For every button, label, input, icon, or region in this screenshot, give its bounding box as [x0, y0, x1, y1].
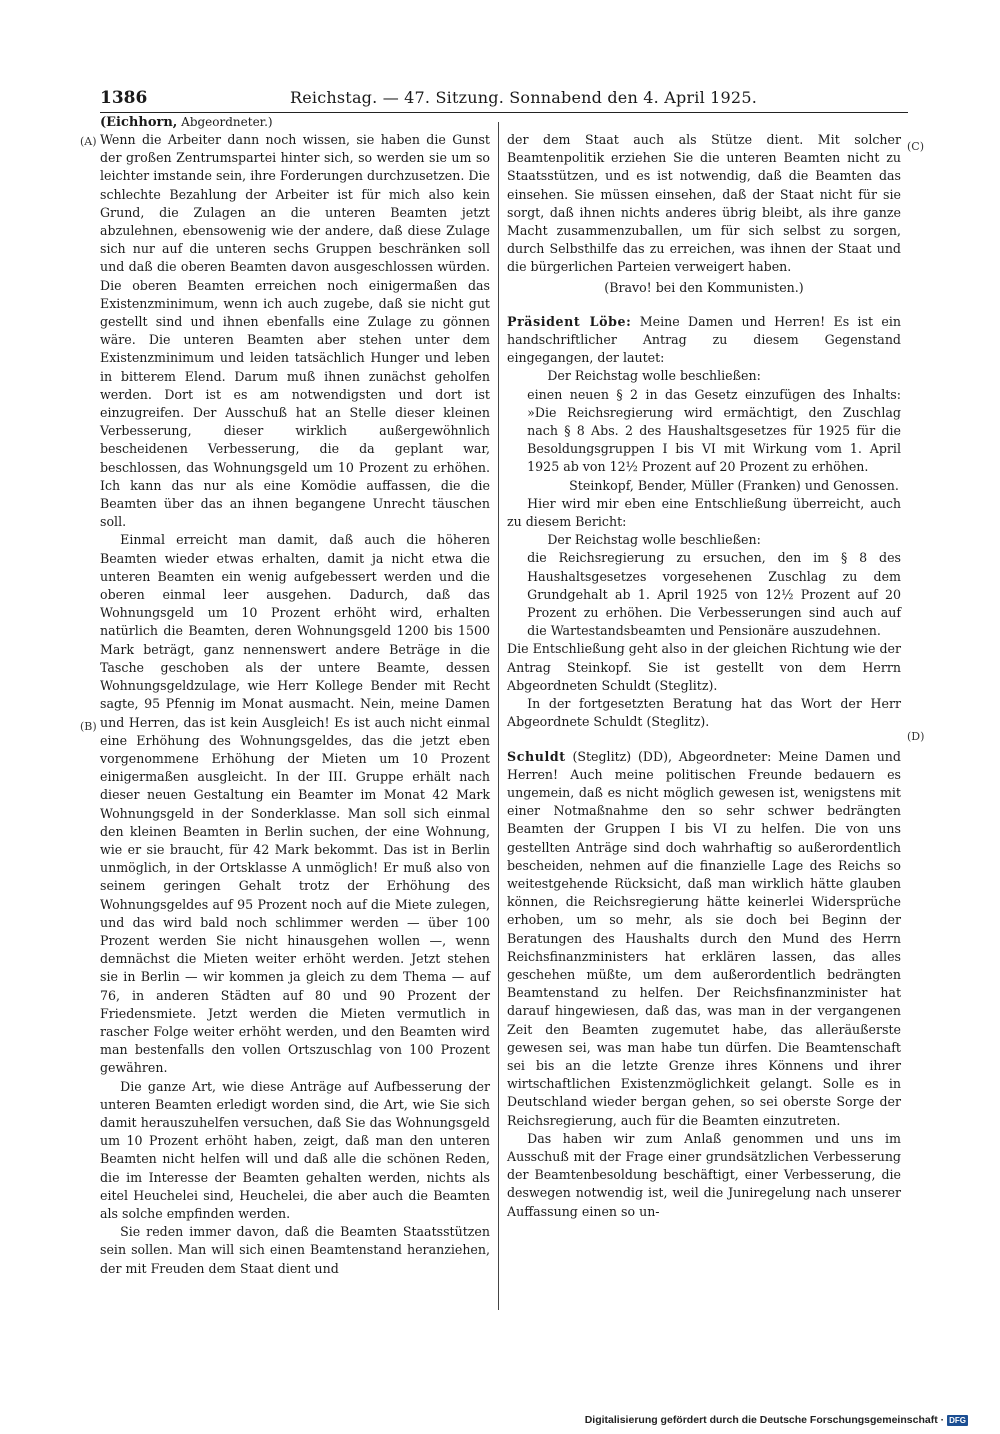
running-header: [100, 88, 908, 113]
footer-credit: [585, 1414, 968, 1426]
paragraph: Einmal erreicht man damit, daß auch die höheren Beamten wieder etwas erhalten, damit ja nicht etwa die unteren Beamten ein wenig aufgebessert werden und die oberen einmal leer ausgehen. Dadurch, daß das Wohnungsgeld um 10 Prozent erhöht wird, erhalten natürlich die Beamten, deren Wohnungsgeld 1200 bis 1500 Mark beträgt, ganz nennenswert andere Beträge in die Tasche geschoben als der untere Beamte, dessen Wohnungsgeldzulage, wie Herr Kollege Bender mit Recht sagte, 95 Pfennig im Monat ausmacht. Nein, meine Damen und Herren, das ist kein Ausgleich! Es ist auch nicht einmal eine Erhöhung des Wohnungsgeldes, das die jetzt eben vorgenommene Erhöhung der Mieten um 10 Prozent einigermaßen ausgleicht. In der III. Gruppe erhält nach dieser neuen Gestaltung ein Beamter im Monat 42 Mark Wohnungsgeld in der Sonderklasse. Man soll sich einmal den kleinen Beamten in Berlin suchen, der eine Wohnung, wie er sie braucht, für 42 Mark bekommt. Das ist in Berlin unmöglich, in der Ortsklasse A unmöglich! Er muß also von seinem geringen Gehalt trotz der Erhöhung des Wohnungsgeldes auf 95 Prozent noch auf die Miete zulegen, und das wird bald noch schlimmer werden — über 100 Prozent werden Sie nicht hinausgehen wollen —, wenn demnächst die Mieten weiter erhöht werden. Jetzt stehen sie in Berlin — wir kommen ja gleich zu dem Thema — auf 76, in anderen Städten auf 80 und 90 Prozent der Friedensmiete. Jetzt werden die Mieten vermutlich in rascher Folge weiter erhöht werden, und den Beamten wird man bestenfalls den vollen Ortszuschlag von 100 Prozent gewähren.: [100, 532, 490, 1076]
paragraph: Das haben wir zum Anlaß genommen und uns im Ausschuß mit der Frage einer grundsätzlichen Verbesserung der Beamtenbesoldung beschäftigt, einer Verbesserung, die deswegen notwendig ist, weil die Juniregelung nach unserer Auffassung einen so un-: [507, 1130, 901, 1219]
motion-body: einen neuen § 2 in das Gesetz einzufügen des Inhalts: »Die Reichsregierung wird ermächtigt, den Zuschlag nach § 8 Abs. 2 des Haushaltsgesetzes für 1925 für die Besoldungsgruppen I bis VI mit Wirkung vom 1. April 1925 ab von 12½ Prozent auf 20 Prozent zu erhöhen.: [527, 386, 901, 475]
margin-marker-b: (B): [80, 720, 97, 733]
paragraph: Die ganze Art, wie diese Anträge auf Aufbesserung der unteren Beamten erledigt worden sind, die Art, wie Sie sich damit herauszuhelfen versuchen, daß Sie das Wohnungsgeld um 10 Prozent erhöht haben, zeigt, daß man den unteren Beamten nicht helfen will und daß alle die schönen Reden, die im Interesse der Beamten gehalten werden, nichts als eitel Heuchelei sind, Heuchelei, die aber auch die Beamten als solche empfinden werden.: [100, 1078, 490, 1221]
margin-marker-d: (D): [907, 730, 925, 743]
motion-signatories: Steinkopf, Bender, Müller (Franken) und Genossen.: [569, 477, 899, 493]
footer-text: Digitalisierung gefördert durch die Deutsche Forschungsgemeinschaft ·: [584, 1414, 945, 1426]
speaker-continued-name: (Eichhorn,: [100, 115, 178, 130]
speaker-speech: [507, 748, 901, 1130]
resolution-intro: Hier wird mir eben eine Entschließung überreicht, auch zu diesem Bericht:: [507, 495, 901, 530]
dfg-logo: DFG: [949, 1415, 966, 1425]
speaker-name: Schuldt: [507, 748, 566, 764]
running-title: Reichstag. — 47. Sitzung. Sonnabend den 4. April 1925.: [290, 88, 757, 107]
motion-intro: Der Reichstag wolle beschließen:: [547, 368, 761, 384]
margin-marker-a: (A): [80, 135, 97, 148]
page-number: 1386: [100, 88, 148, 108]
paragraph: Sie reden immer davon, daß die Beamten Staatsstützen sein sollen. Man will sich einen Beamtenstand heranziehen, der mit Freuden dem Staat dient und: [100, 1224, 490, 1276]
continue-note: In der fortgesetzten Beratung hat das Wort der Herr Abgeordnete Schuldt (Steglitz).: [507, 696, 901, 730]
motion-body: die Reichsregierung zu ersuchen, den im § 8 des Haushaltsgesetzes vorgesehenen Zuschlag zu dem Grundgehalt ab 1. April 1925 von 12½ Prozent auf 20 Prozent zu erhöhen. Die Verbesserungen sind auch auf die Wartestandsbeamten und Pensionäre auszudehnen.: [527, 550, 901, 639]
right-column: [507, 131, 901, 1311]
president-text: Meine Damen und Herren! Es ist ein handschriftlicher Antrag zu diesem Gegenstand eingegangen, der lautet:: [507, 313, 901, 366]
motion-intro: Der Reichstag wolle beschließen:: [547, 532, 761, 548]
speaker-continued: [100, 115, 273, 130]
applause-note: (Bravo! bei den Kommunisten.): [604, 279, 804, 295]
president-speech: [507, 313, 901, 368]
speaker-text: (Steglitz) (DD), Abgeordneter: Meine Damen und Herren! Auch meine politischen Freunde bedauern es ungemein, daß es nicht möglich gewesen ist, wenigstens mit einer Notmaßnahme den so sehr schwer bedrängten Beamten der Gruppen I bis VI zu helfen. Die von uns gestellten Anträge sind doch wahrhaftig so außerordentlich bescheiden, nehmen auf die finanzielle Lage des Reichs so weitestgehende Rücksicht, daß man wirklich hätte glauben können, die Reichsregierung hätte keinerlei Widersprüche erhoben, um so mehr, als sie doch bei Beginn der Beratungen des Haushalts durch den Mund des Herrn Reichsfinanzministers hat erklären lassen, das alles geschehen müßte, um dem außerordentlich bedrängten Beamtenstand zu helfen. Der Reichsfinanzminister hat darauf hingewiesen, daß das, was man in der vergangenen Zeit den Beamten zugemutet habe, das alleräußerste gewesen sei, was man habe tun dürfen. Die Beamtenschaft sei bis an die letzte Grenze ihres Könnens und ihrer wirtschaftlichen Existenzmöglichkeit gelangt. Solle es in Deutschland wieder bergan gehen, so sei oberste Sorge der Reichsregierung, auch für die Beamten einzutreten.: [507, 748, 901, 1128]
president-name: Präsident Löbe:: [507, 313, 632, 329]
resolution-note: Die Entschließung geht also in der gleichen Richtung wie der Antrag Steinkopf. Sie ist gestellt von dem Herrn Abgeordneten Schuldt (Steglitz).: [507, 641, 901, 693]
paragraph-continuation: der dem Staat auch als Stütze dient. Mit solcher Beamtenpolitik erziehen Sie die unteren Beamten nicht zu Staatsstützen, und es ist notwendig, daß die Beamten das einsehen. Sie müssen einsehen, daß der Staat nicht für sie sorgt, daß ihnen nichts anderes übrig bleibt, als ihre ganze Macht zusammenzuballen, um für sich selbst zu sorgen, durch Selbsthilfe das zu erreichen, was ihnen der Staat und die bürgerlichen Parteien verweigert haben.: [507, 132, 901, 275]
paragraph: Wenn die Arbeiter dann noch wissen, sie haben die Gunst der großen Zentrumspartei hinter sich, so werden sie um so leichter imstande sein, ihre Forderungen durchzusetzen. Die schlechte Bezahlung der Arbeiter ist für mich also kein Grund, die Zulagen an die unteren Beamten jetzt abzulehnen, ebensowenig wie der andere, daß diese Zulage sich nur auf die unteren sechs Gruppen beschränken soll und daß die oberen Beamten davon ausgeschlossen würden. Die oberen Beamten erreichen noch einigermaßen das Existenzminimum, wenn ich auch zugebe, daß sie nicht gut gestellt sind und ihnen ebenfalls eine Zulage zu gönnen wäre. Die unteren Beamten aber stehen unter dem Existenzminimum und leiden tatsächlich Hunger und leben in bitterem Elend. Darum muß ihnen zunächst geholfen werden. Dort ist es am notwendigsten und dort ist einzugreifen. Der Ausschuß hat an Stelle dieser kleinen Verbesserung, dieser wirklich außergewöhnlich bescheidenen Verbesserung, die da geplant war, beschlossen, das Wohnungsgeld um 10 Prozent zu erhöhen. Ich kann das nur als eine Komödie auffassen, die die Beamten über das an ihnen begangene Unrecht täuschen soll.: [100, 132, 490, 530]
margin-marker-c: (C): [907, 140, 924, 153]
column-divider: [498, 122, 499, 1310]
speaker-continued-role: Abgeordneter.): [181, 115, 273, 129]
left-column: [100, 131, 490, 1311]
